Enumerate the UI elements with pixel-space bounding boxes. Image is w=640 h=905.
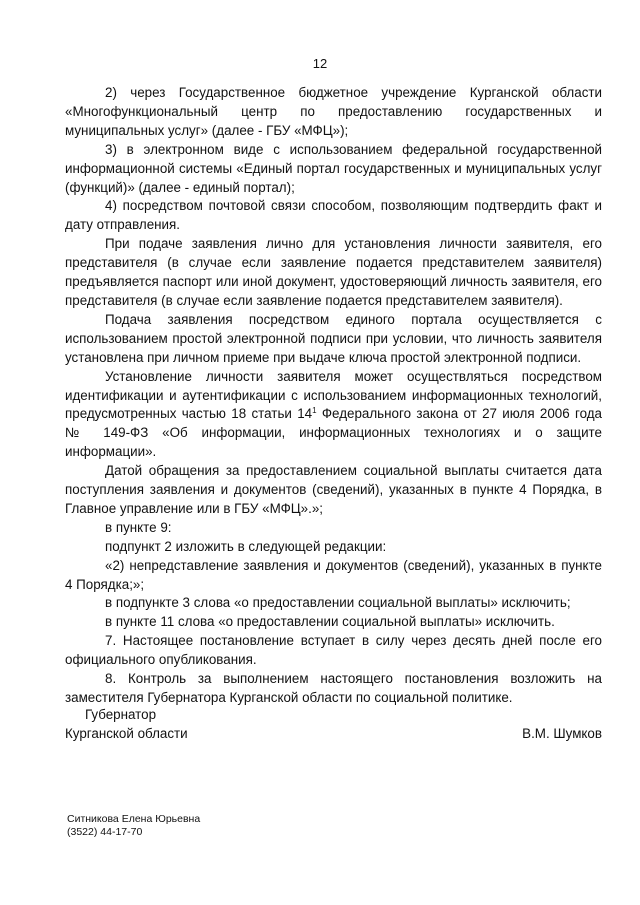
signature-region: Курганской области: [65, 726, 188, 741]
paragraph-subpoint-3: в подпункте 3 слова «о предоставлении социальной выплаты» исключить;: [105, 595, 571, 611]
contact-name: Ситникова Елена Юрьевна: [67, 813, 201, 825]
paragraph-item-2: 2) через Государственное бюджетное учреждение Курганской области «Многофункциональный центр по предоставлению государственных и муниципальных услуг» (далее - ГБУ «МФЦ»);: [65, 85, 602, 138]
paragraph-identification-text: Установление личности заявителя может осуществляться посредством идентификации и аутентификации с использованием информационных технологий, предусмотренных частью 18 статьи 14: [65, 368, 602, 422]
paragraph-item-4: 4) посредством почтовой связи способом, позволяющим подтвердить факт и дату отправления.: [65, 198, 602, 233]
signature-title: Губернатор: [85, 707, 157, 722]
paragraph-subpoint-2: подпункт 2 изложить в следующей редакции:: [105, 538, 387, 554]
contact-block: [67, 813, 200, 839]
paragraph-application-date: Датой обращения за предоставлением социальной выплаты считается дата поступления заявления и документов (сведений), указанных в пункте 4 Порядка, в Главное управление или в ГБУ «МФЦ».»;: [65, 463, 602, 516]
paragraph-identification: [65, 368, 602, 463]
paragraph-item-7: 7. Настоящее постановление вступает в силу через десять дней после его официального опубликования.: [65, 633, 602, 668]
paragraph-item-8: 8. Контроль за выполнением настоящего постановления возложить на заместителя Губернатора Курганской области по социальной политике.: [65, 671, 602, 705]
page-number: 12: [312, 56, 328, 71]
paragraph-identification-text-end: Федерального закона от 27 июля 2006 года № 149-ФЗ «Об информации, информационных технологиях и о защите информации».: [65, 406, 602, 460]
signature-name: В.М. Шумков: [522, 726, 602, 741]
paragraph-identity-in-person: При подаче заявления лично для установления личности заявителя, его представителя (в случае если заявление подается представителем заявителя) предъявляется паспорт или иной документ, удостоверяющий личность заявителя, его представителя (в случае если заявление подается представителем заявителя).: [65, 236, 602, 308]
paragraph-new-subpoint-2: «2) непредставление заявления и документов (сведений), указанных в пункте 4 Порядка;»;: [65, 557, 602, 592]
paragraph-point-9: в пункте 9:: [105, 519, 172, 535]
document-body: [65, 84, 602, 708]
paragraph-point-11: в пункте 11 слова «о предоставлении социальной выплаты» исключить.: [105, 614, 555, 630]
contact-phone: (3522) 44-17-70: [67, 826, 143, 838]
paragraph-portal-submission: Подача заявления посредством единого портала осуществляется с использованием простой электронной подписи при условии, что личность заявителя установлена при личном приеме при выдаче ключа простой электронной подписи.: [65, 311, 602, 365]
paragraph-item-3: 3) в электронном виде с использованием федеральной государственной информационной системы «Единый портал государственных и муниципальных услуг (функций)» (далее - единый портал);: [65, 141, 602, 195]
footnote-superscript: 1: [312, 406, 317, 416]
